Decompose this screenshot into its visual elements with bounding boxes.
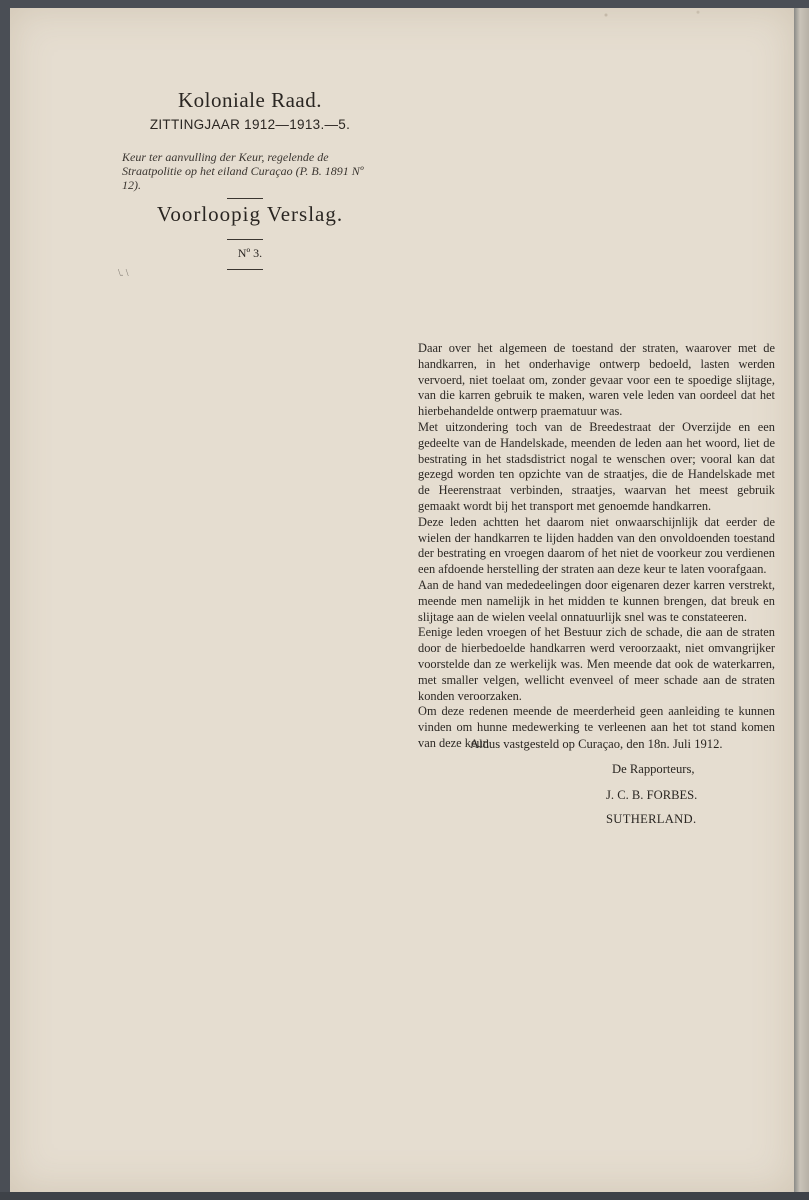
rapporteur-name: SUTHERLAND. <box>606 812 697 826</box>
divider-rule <box>227 198 263 199</box>
body-paragraph: Met uitzondering toch van de Breedestraat der Overzijde en een gedeelte van de Handelskade, meenden de leden aan het woord, liet de bestrating in het stadsdistrict nogal te wenschen over; vooral kan dat gezegd worden ten opzichte van de straatjes, die de Handelskade met de Heerenstraat verbinden, straatjes, waarvan het meest gebruik gemaakt wordt bij het transport met genoemde handkarren. <box>418 419 775 513</box>
body-paragraph: Deze leden achtten het daarom niet onwaarschijnlijk dat eerder de wielen der handkarren te lijden hadden van den onvoldoenden toestand der bestrating en vroegen daarom of het niet de voorkeur zou verdienen een afdoende herstelling der straten aan deze keur te laten voorafgaan. <box>418 514 775 577</box>
report-type: Voorloopig Verslag. <box>156 202 344 226</box>
divider-rule <box>227 239 263 240</box>
body-paragraph: Aan de hand van mededeelingen door eigenaren dezer karren verstrekt, meende men namelijk in het midden te kunnen brengen, dat breuk en slijtage aan de wielen veelal onnatuurlijk snel was te constateeren. <box>418 577 775 624</box>
session-line: ZITTINGJAAR 1912—1913.—5. <box>149 117 351 132</box>
page-edge-right <box>794 8 809 1200</box>
rapporteurs-label: De Rapporteurs, <box>612 762 695 776</box>
document-subject: Keur ter aanvulling der Keur, regelende de Straatpolitie op het eiland Curaçao (P. B. 1891 Nº 12). <box>122 150 364 192</box>
report-body <box>418 341 775 752</box>
body-paragraph: Om deze redenen meende de meerderheid geen aanleiding te kunnen vinden om hunne medewerking te verleenen aan het tot stand komen van deze keur. <box>418 704 775 750</box>
page-edge-bottom <box>0 1192 809 1200</box>
rapporteur-name: J. C. B. FORBES. <box>606 788 698 802</box>
body-paragraph: Eenige leden vroegen of het Bestuur zich de schade, die aan de straten door de hierbedoelde handkarren werd veroorzaakt, niet omvangrijker voorstelde dan ze werkelijk was. Men meende dat ook de waterkarren, met smaller velgen, wellicht evenveel of meer schade aan de straten konden veroorzaken. <box>418 625 775 703</box>
body-paragraph: Daar over het algemeen de toestand der straten, waarover met de handkarren, in het onderhavige ontwerp bedoeld, lasten werden vervoerd, niet toelaat om, zonder gevaar voor een te spoedige slijtage, van die karren gebruik te maken, waren vele leden van oordeel dat het hierbehandelde ontwerp praematuur was. <box>418 341 775 419</box>
place-date-line: Aldus vastgesteld op Curaçao, den 18n. Juli 1912. <box>470 737 723 751</box>
divider-rule <box>227 269 263 270</box>
stray-mark: \. \ <box>118 268 129 279</box>
paper-specks <box>560 8 790 22</box>
document-title: Koloniale Raad. <box>178 88 322 112</box>
document-number: Nº 3. <box>237 246 263 260</box>
